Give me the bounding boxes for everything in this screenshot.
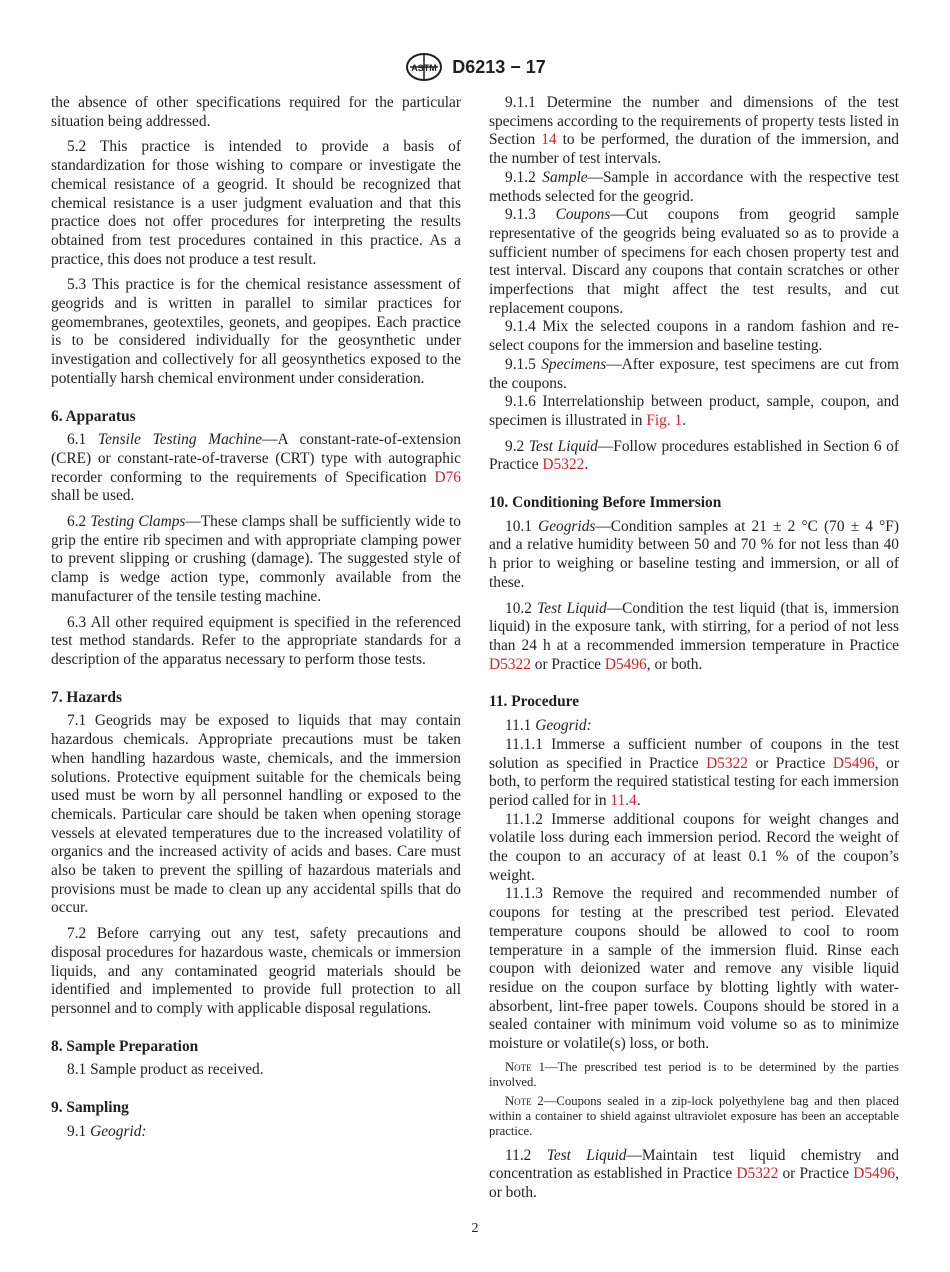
- paragraph-5-3: 5.3 This practice is for the chemical resistance assessment of geogrids and is written in parallel to similar practices for geomembranes, geotextiles, geonets, and geopipes. Each practice is to be considered individually for the geosynthetic under investigation and collectively for all geosynthetics exposed to the potentially harsh chemical environment under consideration.: [51, 276, 461, 387]
- link-d5322[interactable]: D5322: [706, 754, 748, 772]
- paragraph-11-2: 11.2 Test Liquid—Maintain test liquid chemistry and concentration as established in Practice D5322 or Practice D5496, or both.: [489, 1146, 899, 1202]
- paragraph-11-1-2: 11.1.2 Immerse additional coupons for weight changes and volatile loss during each immersion period. Record the weight of the coupon to an accuracy of at least 0.1 % of the coupon’s weight.: [489, 810, 899, 884]
- paragraph-9-1-2: 9.1.2 Sample—Sample in accordance with the respective test methods selected for the geogrid.: [489, 168, 899, 205]
- paragraph-9-2: 9.2 Test Liquid—Follow procedures established in Section 6 of Practice D5322.: [489, 437, 899, 474]
- note-1: Note 1—The prescribed test period is to be determined by the parties involved.: [489, 1059, 899, 1090]
- paragraph-6-1: 6.1 Tensile Testing Machine—A constant-rate-of-extension (CRE) or constant-rate-of-traverse (CRT) type with autographic recorder conforming to the requirements of Specification D76 shall be used.: [51, 431, 461, 505]
- paragraph-6-2: 6.2 Testing Clamps—These clamps shall be sufficiently wide to grip the entire rib specimen and with appropriate clamping power to prevent slipping or crushing (damage). The suggested style of clamp is wedge action type, commonly available from the manufacturer of the tensile testing machine.: [51, 513, 461, 605]
- link-d5496[interactable]: D5496: [853, 1165, 896, 1183]
- link-d5322[interactable]: D5322: [489, 655, 531, 673]
- section-heading-procedure: 11. Procedure: [489, 693, 580, 711]
- svg-text:ASTM: ASTM: [411, 63, 437, 73]
- paragraph-6-3: 6.3 All other required equipment is specified in the referenced test method standards. Refer to the appropriate standards for a description of the apparatus necessary to perform those tests.: [51, 613, 461, 668]
- astm-logo-icon: [404, 52, 444, 82]
- note-2: Note 2—Coupons sealed in a zip-lock polyethylene bag and then placed within a container to shield against ultraviolet exposure has been an acceptable practice.: [489, 1093, 899, 1139]
- paragraph-10-1: 10.1 Geogrids—Condition samples at 21 ± 2 °C (70 ± 4 °F) and a relative humidity between 50 and 70 % for not less than 40 h prior to weighing or baseline testing and immersion, or all of these.: [489, 517, 899, 591]
- paragraph-9-1-4: 9.1.4 Mix the selected coupons in a random fashion and re-select coupons for the immersion and baseline testing.: [489, 318, 899, 355]
- page-header: [0, 52, 950, 84]
- link-section-11-4[interactable]: 11.4: [610, 791, 637, 809]
- link-fig-1[interactable]: Fig. 1: [646, 411, 683, 429]
- paragraph-11-1: 11.1 Geogrid:: [505, 717, 592, 735]
- paragraph-9-1: 9.1 Geogrid:: [67, 1122, 147, 1140]
- link-d5322[interactable]: D5322: [542, 456, 585, 474]
- paragraph-9-1-1: 9.1.1 Determine the number and dimensions of the test specimens according to the requirements of property tests listed in Section 14 to be performed, the duration of the immersion, and the number of test intervals.: [489, 94, 899, 168]
- paragraph-10-2: 10.2 Test Liquid—Condition the test liquid (that is, immersion liquid) in the exposure tank, with stirring, for a period of not less than 24 h at a recommended immersion temperature in Practice D5322 or Practice D5496, or both.: [489, 599, 899, 673]
- section-heading-conditioning: 10. Conditioning Before Immersion: [489, 494, 722, 512]
- document-code: D6213 − 17: [452, 56, 546, 77]
- page-number: 2: [471, 1221, 479, 1236]
- section-heading-apparatus: 6. Apparatus: [51, 407, 136, 425]
- link-d5496[interactable]: D5496: [832, 754, 875, 772]
- link-d5496[interactable]: D5496: [604, 655, 647, 673]
- paragraph-5-2: 5.2 This practice is intended to provide a basis of standardization for those wishing to compare or investigate the chemical resistance of a geogrid. It should be recognized that chemical resistance is a user judgment evaluation and that this practice does not offer procedures for interpreting the results obtained from test procedures contained in this practice. As a practice, this does not produce a test result.: [51, 138, 461, 268]
- link-d5322[interactable]: D5322: [736, 1165, 779, 1183]
- link-d76[interactable]: D76: [434, 468, 461, 486]
- left-column: [51, 94, 461, 1141]
- section-heading-sample-preparation: 8. Sample Preparation: [51, 1037, 199, 1055]
- paragraph-11-1-1: 11.1.1 Immerse a sufficient number of coupons in the test solution as specified in Practice D5322 or Practice D5496, or both, to perform the required statistical testing for each immersion period called for in 11.4.: [489, 735, 899, 809]
- link-section-14[interactable]: 14: [541, 131, 557, 149]
- paragraph-8-1: 8.1 Sample product as received.: [67, 1061, 264, 1079]
- paragraph-7-1: 7.1 Geogrids may be exposed to liquids that may contain hazardous chemicals. Appropriate precautions must be taken when handling hazardous waste, chemicals, and the immersion solutions. Protective equipment suitable for the chemicals being used must be worn by all personnel handling or exposed to the chemicals. Particular care should be taken when opening storage vessels at elevated temperatures due to the increased volatility of organics and the increased activity of acids and bases. Care must also be taken to prevent the spilling of hazardous materials and provisions must be made to clean up any accidental spills that do occur.: [51, 712, 461, 917]
- paragraph-9-1-6: 9.1.6 Interrelationship between product, sample, coupon, and specimen is illustrated in Fig. 1.: [489, 393, 899, 429]
- paragraph-9-1-3: 9.1.3 Coupons—Cut coupons from geogrid sample representative of the geogrids being evaluated so as to provide a sufficient number of specimens for each chosen property test and test interval. Discard any coupons that contain scratches or other imperfections that might affect the test results, and cut replacement coupons.: [489, 206, 899, 317]
- section-heading-hazards: 7. Hazards: [51, 688, 122, 706]
- paragraph-continued: the absence of other specifications required for the particular situation being addressed.: [51, 94, 461, 130]
- right-column: [489, 94, 899, 1203]
- paragraph-11-1-3: 11.1.3 Remove the required and recommended number of coupons for testing at the prescribed test period. Elevated temperature coupons should be allowed to cool to room temperature in a sample of the immersion fluid. Rinse each coupon with deionized water and remove any visible liquid residue on the coupon surface by blotting lightly with water-absorbent, lint-free paper towels. Coupons should be stored in a sealed container with minimum void volume so as to minimize moisture or volatile(s) loss, or both.: [489, 885, 899, 1053]
- paragraph-7-2: 7.2 Before carrying out any test, safety precautions and disposal procedures for hazardous waste, chemicals or immersion liquids, and any contaminated geogrid materials should be identified and implemented to provide full protection to all personnel and to comply with applicable disposal regulations.: [51, 925, 461, 1017]
- section-heading-sampling: 9. Sampling: [51, 1099, 129, 1117]
- paragraph-9-1-5: 9.1.5 Specimens—After exposure, test specimens are cut from the coupons.: [489, 355, 899, 392]
